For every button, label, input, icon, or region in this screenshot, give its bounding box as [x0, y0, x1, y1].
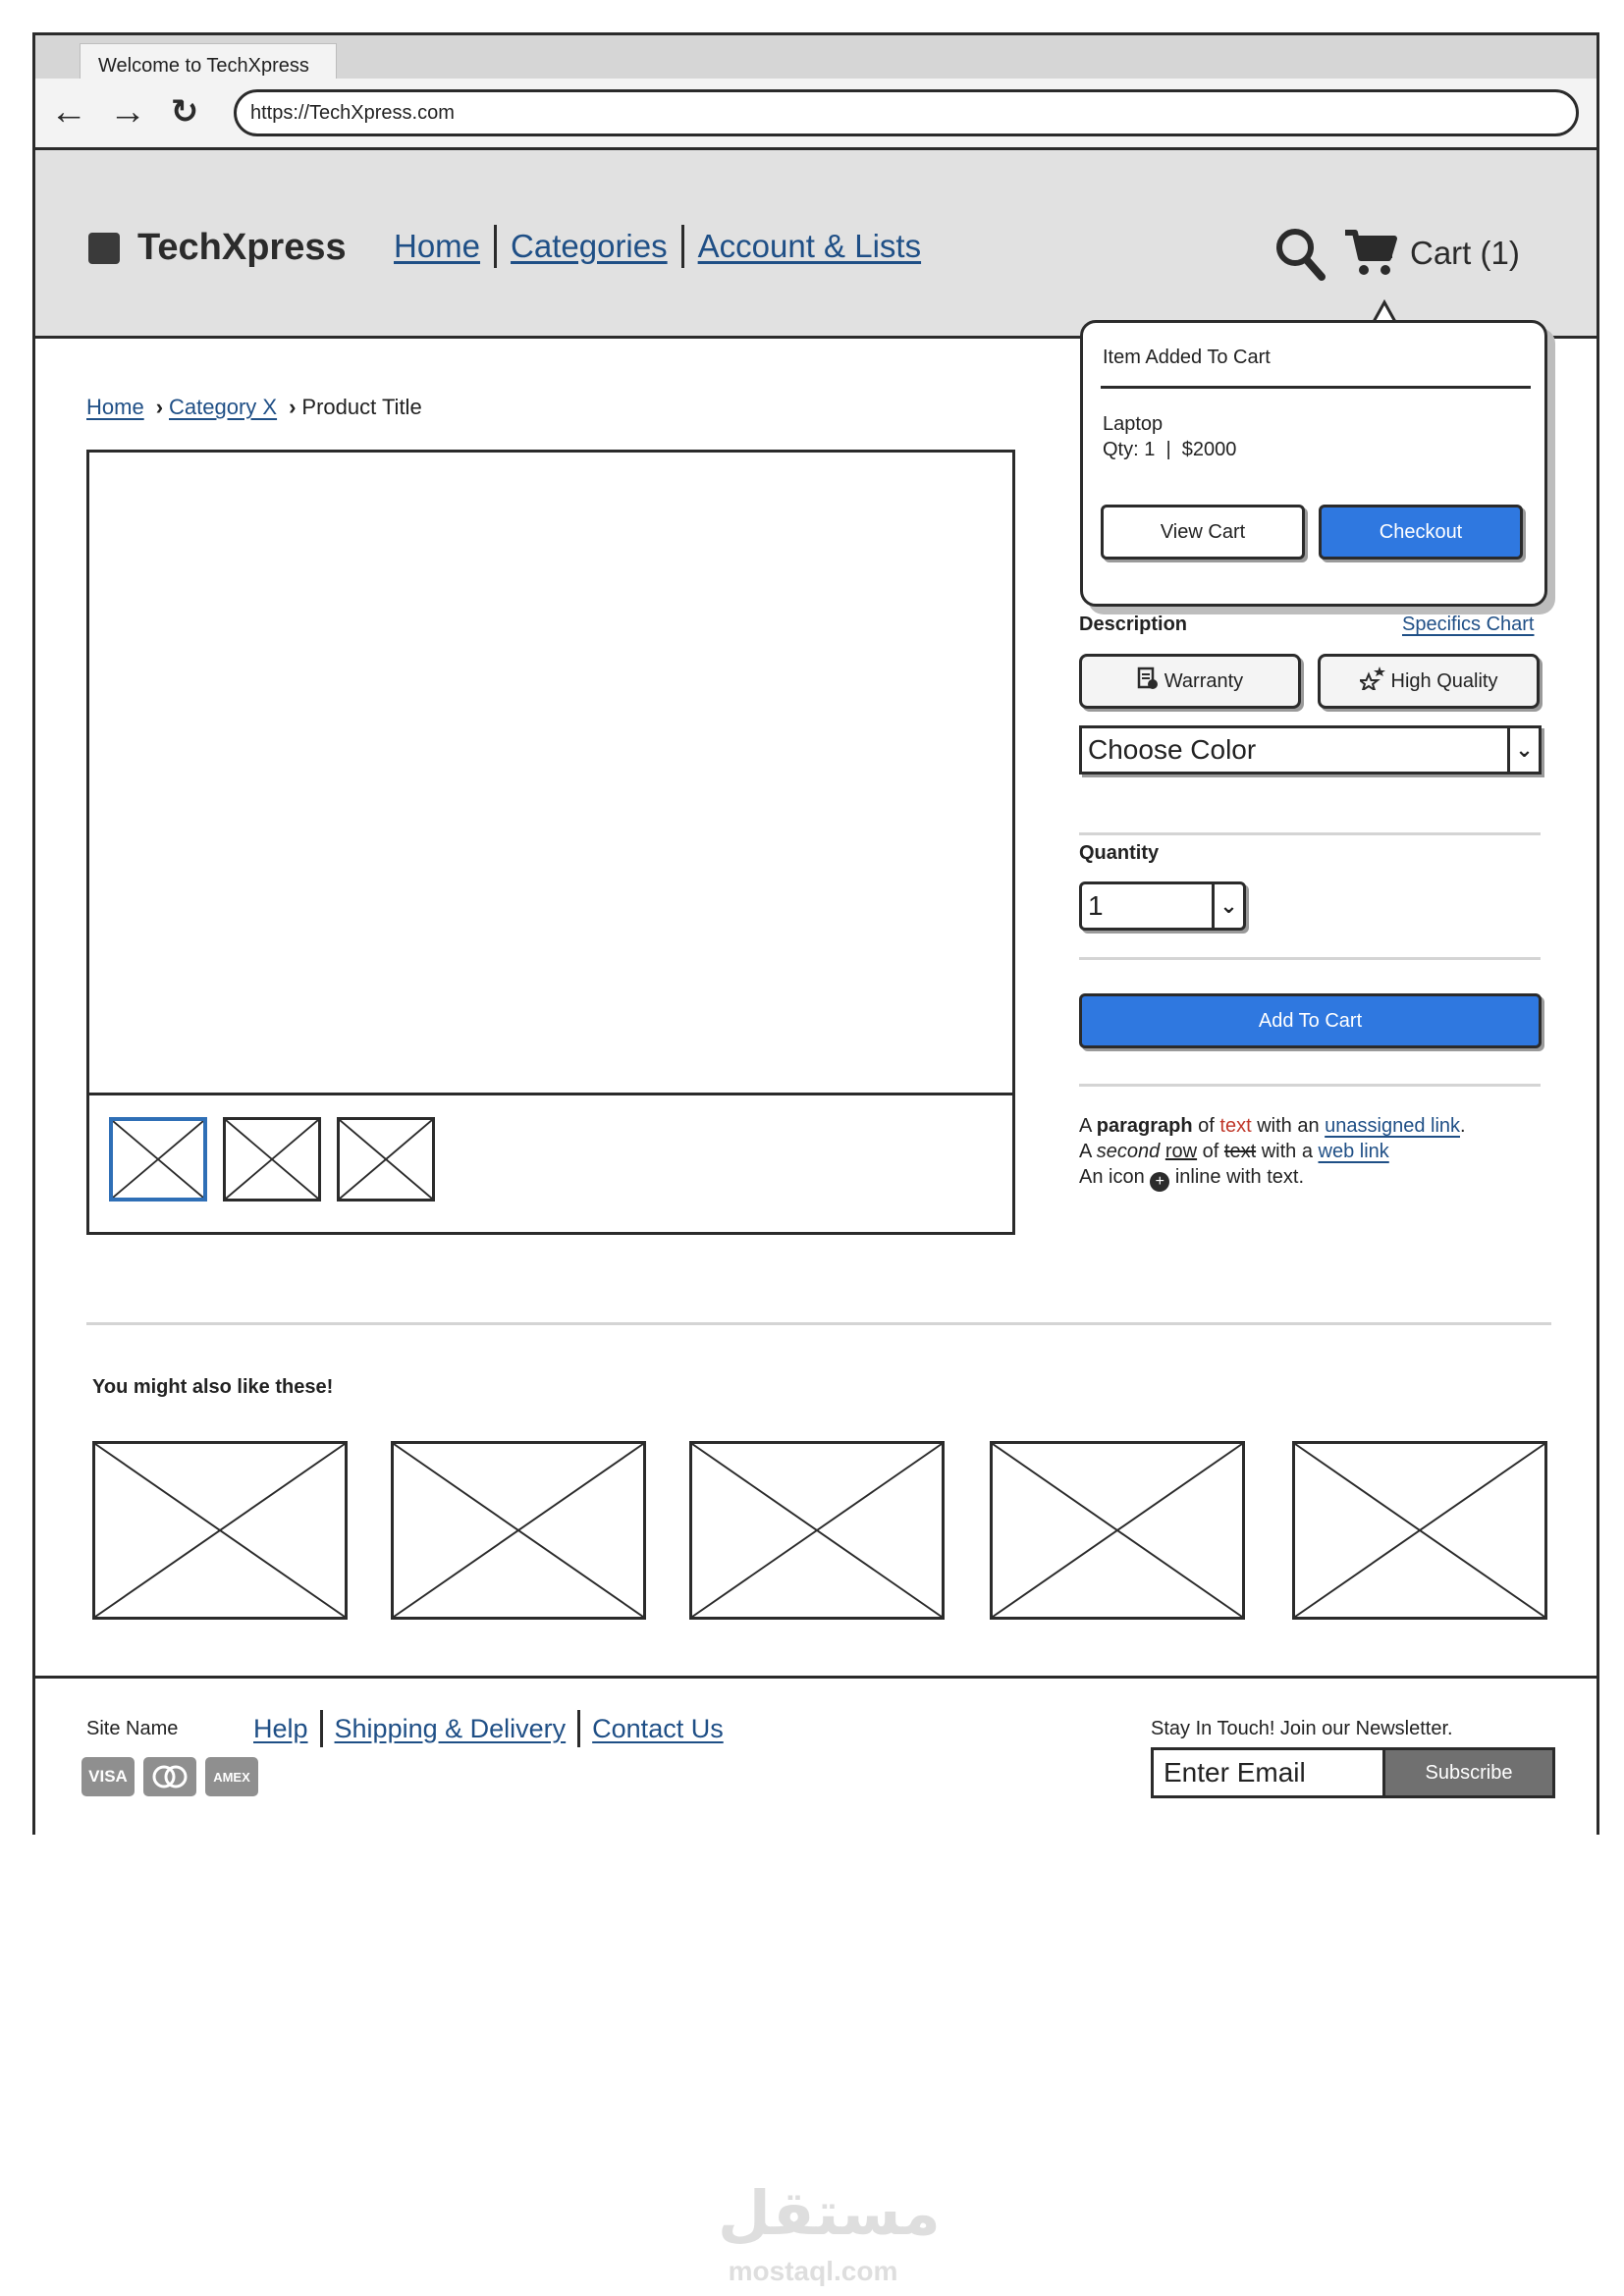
paragraph-line [1079, 1164, 1466, 1192]
web-link[interactable]: web link [1318, 1141, 1389, 1162]
text-span: . [1460, 1115, 1466, 1137]
add-to-cart-button[interactable]: Add To Cart [1079, 993, 1542, 1048]
divider [1079, 957, 1541, 960]
specifics-chart-link[interactable]: Specifics Chart [1402, 614, 1535, 635]
footer-site-name: Site Name [86, 1718, 179, 1739]
product-gallery [86, 450, 1015, 1235]
chevron-down-icon[interactable]: ⌄ [1212, 884, 1243, 928]
footer-link-help[interactable]: Help [253, 1713, 308, 1743]
thumbnail-image[interactable] [337, 1117, 435, 1201]
browser-tab[interactable]: Welcome to TechXpress [80, 43, 337, 79]
chevron-right-icon: › [289, 395, 297, 419]
footer-link-contact[interactable]: Contact Us [592, 1713, 724, 1743]
italic-text: second [1096, 1141, 1161, 1162]
text-span: An icon [1079, 1166, 1151, 1188]
description-label: Description [1079, 614, 1188, 635]
nav-categories[interactable]: Categories [511, 228, 668, 264]
arrow-left-icon[interactable]: ← [50, 91, 87, 133]
breadcrumb-current: Product Title [301, 395, 422, 419]
visa-icon: VISA [81, 1757, 135, 1796]
nav-account-lists[interactable]: Account & Lists [697, 228, 922, 264]
recommendations-title: You might also like these! [92, 1376, 334, 1398]
divider [1079, 1084, 1541, 1087]
breadcrumb-category[interactable]: Category X [169, 395, 278, 419]
text-span: inline with text. [1174, 1166, 1304, 1188]
high-quality-label: High Quality [1390, 669, 1498, 692]
nav-divider [494, 225, 497, 268]
url-bar[interactable]: https://TechXpress.com [234, 89, 1579, 136]
recommended-product-image[interactable] [391, 1441, 646, 1620]
mastercard-icon [143, 1757, 196, 1796]
bold-text: paragraph [1096, 1115, 1193, 1137]
popover-item-detail: Qty: 1 | $2000 [1103, 439, 1237, 460]
text-span: of [1192, 1115, 1220, 1137]
quantity-label: Quantity [1079, 842, 1160, 864]
cart-icon[interactable] [1343, 227, 1398, 278]
cart-label[interactable]: Cart (1) [1410, 235, 1520, 271]
newsletter-label: Stay In Touch! Join our Newsletter. [1151, 1718, 1453, 1739]
quantity-select[interactable] [1079, 881, 1246, 931]
brand-name[interactable]: TechXpress [137, 227, 347, 268]
recommended-product-image[interactable] [1292, 1441, 1547, 1620]
thumbnail-image[interactable] [109, 1117, 207, 1201]
strikethrough-text: text [1223, 1141, 1257, 1162]
text-span: A [1079, 1141, 1097, 1162]
popover-title: Item Added To Cart [1103, 347, 1271, 368]
document-icon [1137, 667, 1159, 696]
text-span: with a [1256, 1141, 1319, 1162]
color-select[interactable] [1079, 725, 1542, 774]
recommended-product-image[interactable] [92, 1441, 348, 1620]
thumbnail-image[interactable] [223, 1117, 321, 1201]
nav-divider [577, 1710, 580, 1747]
nav-divider [320, 1710, 323, 1747]
popover-divider [1101, 386, 1531, 389]
stars-icon [1360, 667, 1385, 696]
search-icon[interactable] [1274, 227, 1326, 282]
chevron-right-icon: › [155, 395, 164, 419]
logo-icon [88, 233, 120, 264]
main-nav [394, 225, 921, 268]
breadcrumb-home[interactable]: Home [86, 395, 144, 419]
product-paragraph [1079, 1113, 1466, 1192]
amex-icon: AMEX [205, 1757, 258, 1796]
site-footer [35, 1676, 1597, 1835]
paragraph-line [1079, 1139, 1466, 1164]
quantity-value: 1 [1088, 890, 1104, 921]
view-cart-button[interactable]: View Cart [1101, 505, 1305, 560]
recommended-product-image[interactable] [990, 1441, 1245, 1620]
warranty-button[interactable] [1079, 654, 1301, 709]
text-span: with an [1251, 1115, 1326, 1137]
email-input[interactable]: Enter Email [1151, 1747, 1382, 1798]
cart-popover [1080, 320, 1547, 607]
nav-divider [681, 225, 684, 268]
color-select-value: Choose Color [1088, 734, 1257, 765]
browser-toolbar [35, 79, 1597, 147]
paragraph-line [1079, 1113, 1466, 1139]
site-header [35, 150, 1597, 339]
plus-circle-icon: + [1150, 1172, 1169, 1192]
divider [1079, 832, 1541, 835]
watermark-arabic: مستقل [718, 2177, 941, 2249]
recommended-product-image[interactable] [689, 1441, 945, 1620]
breadcrumb [86, 395, 422, 420]
footer-nav [253, 1710, 724, 1747]
footer-link-shipping[interactable]: Shipping & Delivery [334, 1713, 567, 1743]
high-quality-button[interactable] [1318, 654, 1540, 709]
nav-home[interactable]: Home [394, 228, 481, 264]
reload-icon[interactable]: ↻ [170, 93, 199, 131]
checkout-button[interactable]: Checkout [1319, 505, 1523, 560]
main-product-image[interactable] [89, 453, 1012, 1095]
text-span: A [1079, 1115, 1097, 1137]
popover-item [1103, 411, 1236, 462]
subscribe-button[interactable]: Subscribe [1382, 1747, 1555, 1798]
section-divider [86, 1322, 1551, 1325]
popover-item-name: Laptop [1103, 413, 1164, 435]
unassigned-link[interactable]: unassigned link [1325, 1115, 1461, 1137]
chevron-down-icon[interactable]: ⌄ [1507, 728, 1539, 772]
watermark-latin: mostaql.com [728, 2256, 898, 2286]
warranty-label: Warranty [1164, 669, 1244, 692]
browser-chrome [35, 35, 1597, 150]
underlined-text: row [1164, 1141, 1198, 1162]
red-text: text [1219, 1115, 1252, 1137]
browser-window [32, 32, 1599, 1835]
arrow-right-icon[interactable]: → [109, 91, 146, 133]
text-span: of [1197, 1141, 1224, 1162]
